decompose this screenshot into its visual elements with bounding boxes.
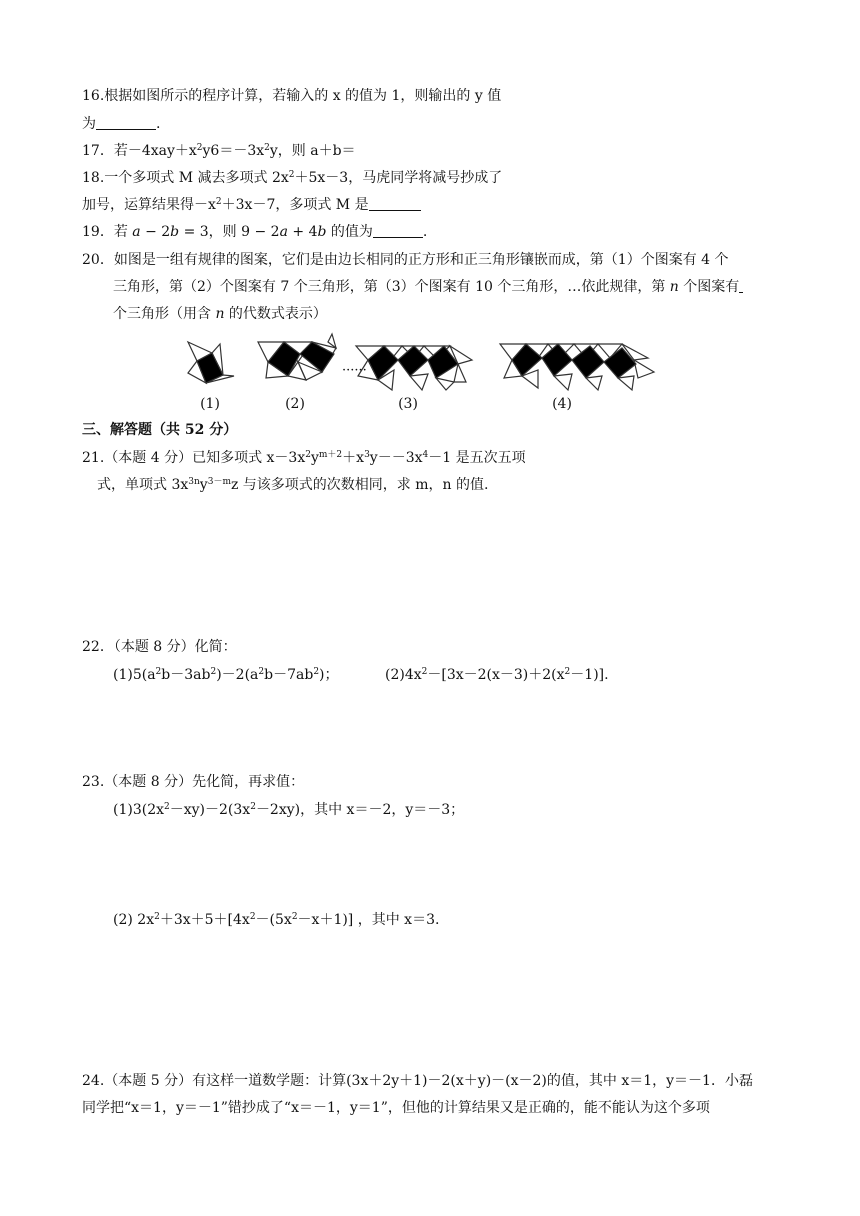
q22-part1 [113, 666, 339, 684]
q19-i: 的值为 [326, 224, 373, 240]
q23-p2-4: －(5x [255, 912, 292, 928]
pattern-label-1: (1) [200, 396, 220, 412]
q19-line [82, 223, 427, 241]
q18-l1a: 18.一个多项式 M 减去多项式 2x [82, 170, 289, 186]
q23-p2-3: 2 [249, 912, 256, 922]
pattern-label-3: (3) [398, 396, 418, 412]
q23-p1-1: 2 [164, 802, 170, 812]
q22-p1-5: 2 [258, 667, 265, 677]
q22-p1-3: 2 [210, 667, 217, 677]
q24-line2: 同学把“x＝1，y＝－1”错抄成了“x＝－1，y＝1”，但他的计算结果又是正确的，能不能认为这个多项 [82, 1100, 710, 1116]
q19-var-b2: b [317, 224, 327, 240]
q23-p1-2: －xy)－2(3x [169, 802, 251, 818]
q22-p2-1: 2 [421, 667, 428, 677]
q21-l2a: 式，单项式 3x [97, 477, 189, 493]
pattern-1 [188, 342, 234, 383]
q20-l2b: 个图案有 [678, 279, 740, 295]
q19-var-b: b [170, 224, 180, 240]
q20-l3b: 的代数式表示） [224, 306, 327, 322]
q19-var-a: a [132, 224, 141, 240]
q23-p2-5: 2 [291, 912, 298, 922]
q21-i: －1 是五次五项 [428, 450, 526, 466]
pattern-figure [178, 330, 698, 414]
q22-p1-1: 2 [155, 667, 162, 677]
q16-answer-blank [96, 115, 156, 130]
q20-answer-blank [739, 278, 743, 293]
q21-line2 [97, 476, 488, 494]
q22-title: 22．（本题 8 分）化简： [82, 639, 237, 655]
q22-p1-6: b－7ab [264, 667, 314, 683]
q22-p1-0: (1)5(a [113, 667, 156, 683]
q22-p2-0: (2)4x [385, 667, 422, 683]
q19-a: 19．若 [82, 224, 133, 240]
q23-p2-6: －x＋1)] ，其中 x＝3. [297, 912, 440, 928]
q18-l2a: 加号，运算结果得－x [82, 197, 216, 213]
q17-exp-1: 2 [196, 143, 203, 153]
q20-var-n2: n [215, 306, 225, 322]
q21-l2d: 3－m [207, 477, 231, 487]
q20-l3a: 个三角形（用含 [113, 306, 216, 322]
q23-p2-2: ＋3x＋5＋[4x [159, 912, 250, 928]
q16-line1: 16.根据如图所示的程序计算，若输入的 x 的值为 1，则输出的 y 值 [82, 88, 502, 104]
q22-p2-2: －[3x－2(x－3)＋2(x [427, 667, 565, 683]
q18-answer-blank [369, 196, 421, 211]
q19-j: . [422, 224, 428, 240]
q21-b: 2 [305, 450, 311, 460]
q17-line [82, 142, 356, 160]
q21-line1 [82, 449, 526, 467]
q18-exp-1: 2 [288, 170, 295, 180]
q20-line1: 20．如图是一组有规律的图案，它们是由边长相同的正方形和正三角形镶嵌而成，第（1）个图案有 4 个 [82, 252, 729, 268]
q18-l1b: ＋5x－3，马虎同学将减号抄成了 [294, 170, 503, 186]
q22-p1-4: )－2(a [216, 667, 259, 683]
q21-l2b: 3n [188, 477, 200, 487]
q20-line2 [113, 278, 743, 296]
q19-e: = 3，则 9 − 2 [179, 224, 280, 240]
q21-l2c: y [199, 477, 208, 493]
q21-g: y－－3x [369, 450, 423, 466]
q23-title: 23.（本题 8 分）先化简，再求值： [82, 774, 305, 790]
q16-suffix: . [156, 116, 161, 132]
q17-text-c: y，则 a＋b＝ [269, 143, 356, 159]
pattern-label-4: (4) [552, 396, 572, 412]
q22-p1-2: b－3ab [161, 667, 211, 683]
q19-g: + 4 [287, 224, 318, 240]
q21-d: m＋2 [318, 450, 343, 460]
q20-line3 [113, 305, 327, 323]
q20-l2a: 三角形，第（2）个图案有 7 个三角形，第（3）个图案有 10 个三角形，…依此规律，第 [113, 279, 670, 295]
q22-p1-7: 2 [313, 667, 320, 677]
q17-text-a: 17．若－4xay＋x [82, 143, 197, 159]
q22-p2-4: －1)]. [570, 667, 609, 683]
q16-line2 [82, 115, 160, 133]
q17-exp-2: 2 [264, 143, 270, 153]
q21-a: 21.（本题 4 分）已知多项式 x－3x [82, 450, 306, 466]
q21-l2e: z 与该多项式的次数相同，求 m，n 的值. [230, 477, 489, 493]
pattern-4 [500, 344, 654, 390]
q22-part2 [385, 666, 609, 684]
pattern-2 [258, 334, 336, 380]
q18-line2 [82, 196, 421, 214]
q18-l2b: ＋3x－7，多项式 M 是 [221, 197, 369, 213]
q16-prefix: 为 [82, 116, 96, 132]
q23-part2 [113, 911, 439, 929]
q19-var-a2: a [279, 224, 288, 240]
q19-c: − 2 [140, 224, 171, 240]
q21-h: 4 [422, 450, 429, 460]
q24-line1: 24.（本题 5 分）有这样一道数学题：计算(3x＋2y＋1)－2(x＋y)－(x－2)的值，其中 x＝1，y＝－1．小磊 [82, 1073, 753, 1089]
q17-text-b: y6＝－3x [202, 143, 265, 159]
q19-answer-blank [373, 223, 423, 238]
q23-p2-0: (2) 2x [113, 912, 155, 928]
q23-part1 [113, 801, 464, 819]
pattern-continuation: ······ [342, 363, 367, 378]
q18-exp-2: 2 [215, 197, 222, 207]
q22-p2-3: 2 [564, 667, 571, 677]
q21-e: ＋x [342, 450, 365, 466]
q21-f: 3 [364, 450, 370, 460]
q22-p1-8: )； [319, 667, 339, 683]
q23-p1-0: (1)3(2x [113, 802, 165, 818]
pattern-3 [356, 346, 472, 390]
pattern-label-2: (2) [285, 396, 305, 412]
q23-p2-1: 2 [154, 912, 160, 922]
q21-c: y [310, 450, 319, 466]
q20-var-n: n [669, 279, 679, 295]
q23-p1-4: －2xy)，其中 x＝－2，y＝－3； [255, 802, 465, 818]
section-3-title: 三、解答题（共 52 分） [82, 422, 238, 438]
q18-line1 [82, 169, 502, 187]
q23-p1-3: 2 [250, 802, 256, 812]
